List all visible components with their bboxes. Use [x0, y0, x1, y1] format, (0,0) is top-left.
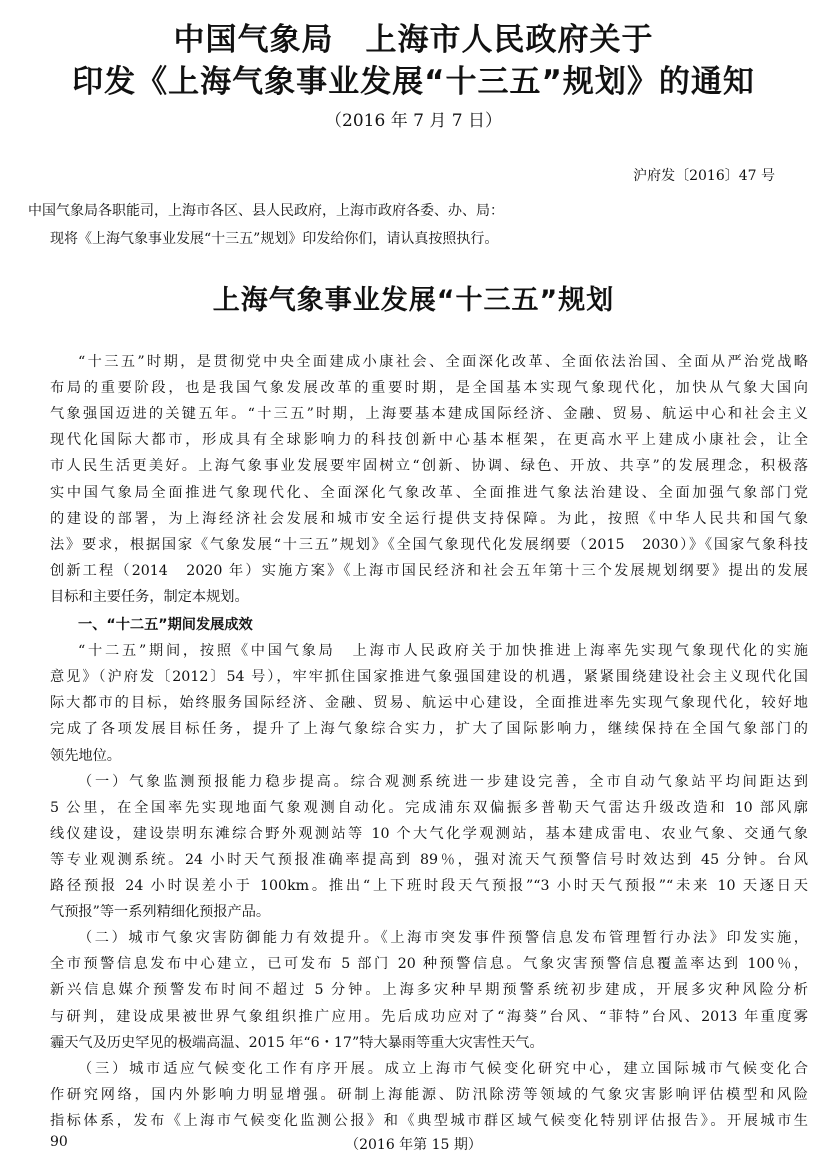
body-line: 意见》（沪府发〔2012〕54 号），牢牢抓住国家推进气象强国建设的机遇，紧紧围绕建设社会主义现代化国: [50, 669, 808, 686]
body-line: 霾天气及历史罕见的极端高温、2015 年“6・17”特大暴雨等重大灾害性天气。: [50, 1034, 544, 1051]
body-line: 领先地位。: [50, 747, 121, 764]
notice-title-line-1: 中国气象局 上海市人民政府关于: [173, 22, 654, 58]
body-line: （二）城市气象灾害防御能力有效提升。《上海市突发事件预警信息发布管理暂行办法》印发实施，: [78, 930, 808, 947]
body-line: 市人民生活更美好。上海气象事业发展要牢固树立“创新、协调、绿色、开放、共享”的发展理念，积极落: [50, 458, 808, 475]
issue-date: （2016 年 7 月 7 日）: [325, 111, 502, 131]
body-line: “十三五”时期，是贯彻党中央全面建成小康社会、全面深化改革、全面依法治国、全面从严治党战略: [78, 354, 808, 370]
body-line: 现代化国际大都市，形成具有全球影响力的科技创新中心基本框架，在更高水平上建成小康社会，让全: [50, 432, 808, 449]
body-line: 的建设的部署，为上海经济社会发展和城市安全运行提供支持保障。为此，按照《中华人民共和国气象: [50, 510, 808, 527]
body-line: 指标体系，发布《上海市气候变化监测公报》和《典型城市群区域气候变化特别评估报告》。开展城市生: [50, 1112, 808, 1129]
body-line: （三）城市适应气候变化工作有序开展。成立上海市气候变化研究中心，建立国际城市气候变化合: [78, 1060, 808, 1077]
body-line: 气预报”等一系列精细化预报产品。: [50, 904, 271, 921]
page-number: 90: [50, 1134, 68, 1150]
body-line: 线仪建设，建设崇明东滩综合野外观测站等 10 个大气化学观测站，基本建成雷电、农业气象、交通气象: [50, 825, 808, 842]
body-line: 气象强国迈进的关键五年。“十三五”时期，上海要基本建成国际经济、金融、贸易、航运中心和社会主义: [50, 406, 808, 423]
body-line: 完成了各项发展目标任务，提升了上海气象综合实力，扩大了国际影响力，继续保持在全国气象部门的: [50, 721, 808, 738]
body-line: 实中国气象局全面推进气象现代化、全面深化气象改革、全面推进气象法治建设、全面加强气象部门党: [50, 484, 808, 501]
plan-title: 上海气象事业发展“十三五”规划: [212, 285, 615, 316]
body-line: 5 公里，在全国率先实现地面气象观测自动化。完成浦东双偏振多普勒天气雷达升级改造和 10 部风廓: [50, 799, 808, 816]
body-line: 新兴信息媒介预警发布时间不超过 5 分钟。上海多灾种早期预警系统初步建成，开展多灾种风险分析: [50, 982, 808, 999]
addressee: 中国气象局各职能司，上海市各区、县人民政府，上海市政府各委、办、局：: [28, 203, 504, 219]
body-line: 路径预报 24 小时误差小于 100km。推出“上下班时段天气预报”“3 小时天气预报”“未来 10 天逐日天: [50, 878, 808, 894]
body-line: （一）气象监测预报能力稳步提高。综合观测系统进一步建设完善，全市自动气象站平均间距达到: [78, 773, 808, 790]
body-line: 布局的重要阶段，也是我国气象发展改革的重要时期，是全国基本实现气象现代化，加快从气象大国向: [50, 380, 808, 397]
body-line: 与研判，建设成果被世界气象组织推广应用。先后成功应对了“海葵”台风、“菲特”台风、2013 年重度雾: [50, 1008, 808, 1025]
body-line: 等专业观测系统。24 小时天气预报准确率提高到 89％，强对流天气预警信号时效达到 45 分钟。台风: [50, 851, 808, 868]
section-heading: 一、“十二五”期间发展成效: [78, 617, 253, 633]
body-line: 际大都市的目标，始终服务国际经济、金融、贸易、航运中心建设，全面推进率先实现气象现代化，较好地: [50, 695, 808, 712]
document-number: 沪府发〔2016〕47 号: [633, 168, 775, 184]
notice-text: 现将《上海气象事业发展“十三五”规划》印发给你们，请认真按照执行。: [50, 231, 499, 247]
body-line: 法》要求，根据国家《气象发展“十三五”规划》《全国气象现代化发展纲要（2015 2030）》《国家气象科技: [50, 536, 808, 553]
body-line: 创新工程（2014 2020 年）实施方案》《上海市国民经济和社会五年第十三个发展规划纲要》提出的发展: [50, 562, 808, 579]
issue-label: （2016 年第 15 期）: [345, 1137, 482, 1153]
notice-title-line-2: 印发《上海气象事业发展“十三五”规划》的通知: [72, 64, 755, 100]
body-line: 目标和主要任务，制定本规划。: [50, 588, 249, 605]
body-line: 作研究网络，国内外影响力明显增强。研制上海能源、防汛除涝等领域的气象灾害影响评估模型和风险: [50, 1086, 808, 1103]
body-line: 全市预警信息发布中心建立，已可发布 5 部门 20 种预警信息。气象灾害预警信息覆盖率达到 100％，: [50, 956, 808, 973]
body-line: “十二五”期间，按照《中国气象局 上海市人民政府关于加快推进上海率先实现气象现代化的实施: [78, 643, 808, 660]
